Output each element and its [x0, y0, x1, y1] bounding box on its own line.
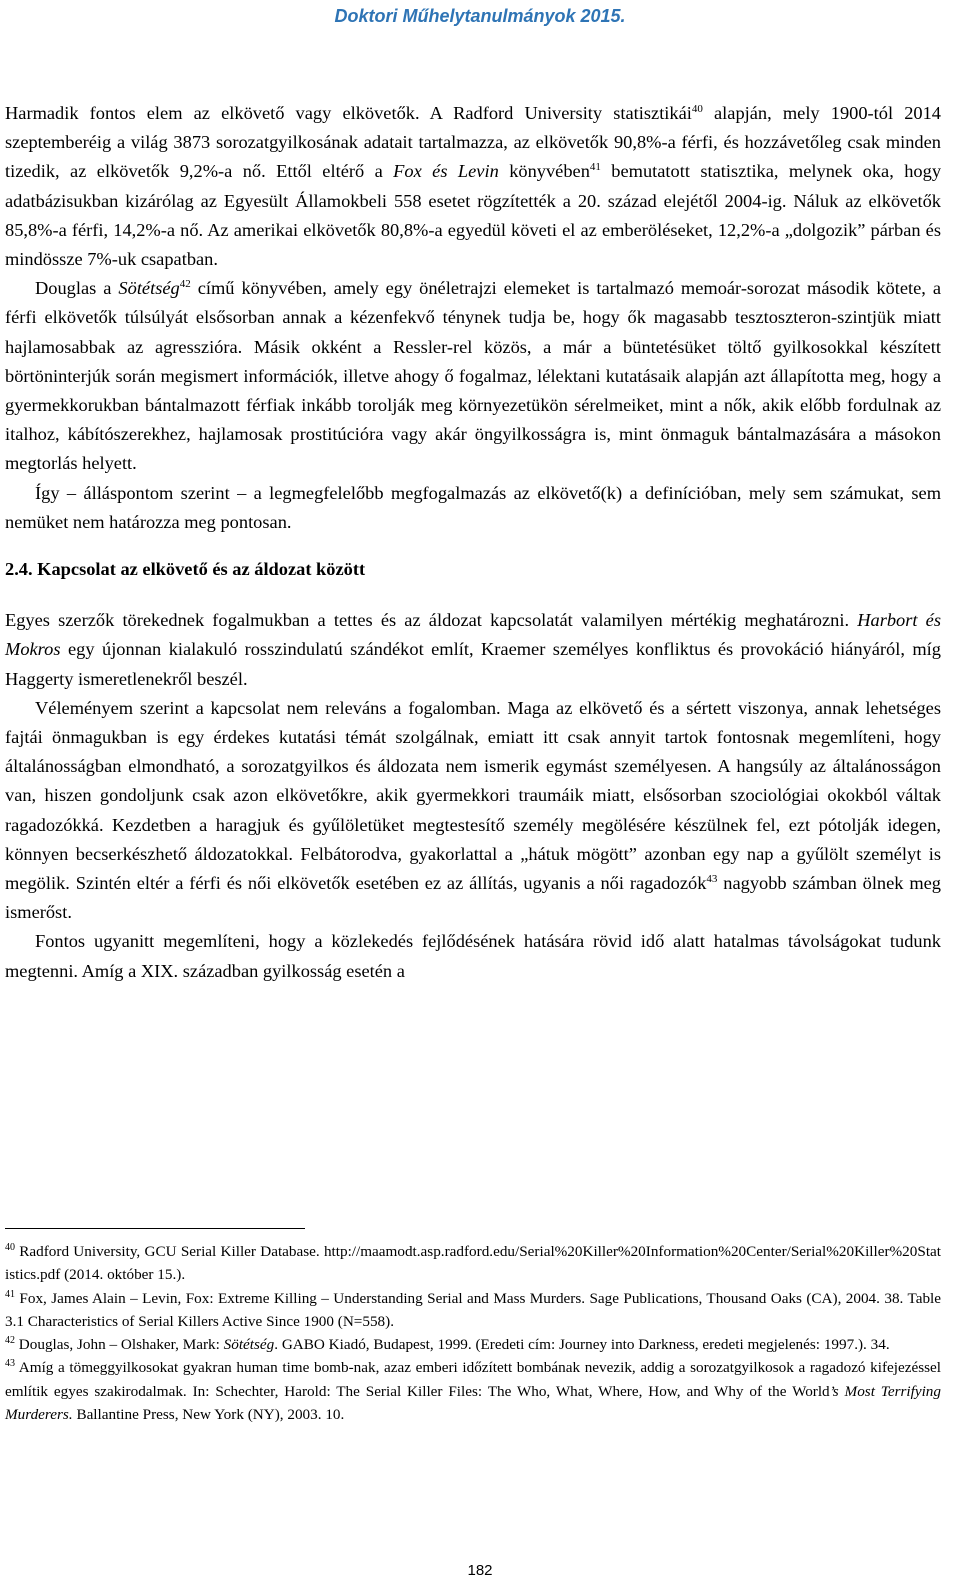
paragraph-opinion: Véleményem szerint a kapcsolat nem releváns a fogalomban. Maga az elkövető és a sértett viszonya, annak lehetséges fajtái önmagukban is egy érdekes kutatási témát szolgálnak, emiatt itt csak annyit tartok fontosnak megemlíteni, hogy általánosságban elmondható, a sorozatgyilkos és áldozata nem ismerik egymást személyesen. A hangsúly az általánosságon van, hiszen gondoljunk csak azon elkövetőkre, akik gyermekkori traumáik miatt, elsősorban szociológiai okokból váltak ragadozókká. Kezdetben a haragjuk és gyűlöletüket megtestesítő személy megölésére készülnek fel, ezt pótolják idegen, könnyen becserkészhető áldozatokkal. Felbátorodva, gyakorlattal a „hátuk mögött” azonban egy nap a gyűlölt személyt is megölik. Szintén eltér a férfi és női elkövetők esetében ez az állítás, ugyanis a női ragadozók$^{43}$ nagyobb számban ölnek meg ismerőst.: [5, 697, 941, 923]
footnote-42: $^{42}$ Douglas, John – Olshaker, Mark: Sötétség. GABO Kiadó, Budapest, 1999. (Eredeti cím: Journey into Darkness, eredeti megjelenés: 1997.). 34.: [5, 1335, 890, 1354]
footnote-41: $^{41}$ Fox, James Alain – Levin, Fox: Extreme Killing – Understanding Serial and Mass Murders. Sage Publications, Thousand Oaks (CA), 2004. 38. Table 3.1 Characteristics of Serial Killers Active Since 1900 (N=558).: [5, 1288, 941, 1330]
footnote-separator: [5, 1228, 305, 1229]
footnote-ref-43[interactable]: 43: [706, 873, 718, 886]
paragraph-douglas: Douglas a Sötétség$^{42}$ című könyvében, amely egy önéletrajzi elemeket is tartalmazó memoár-sorozat második kötete, a férfi elkövetők túlsúlyát elsősorban annak a kézenfekvő ténynek tudja be, hogy ők magasabb tesztoszteron-szintjük miatt hajlamosabbak az agresszióra. Másik okként a Ressler-rel közös, a már a büntetésüket töltő gyilkosokkal készített börtöninterjúk során megismert információk, illetve ahogy ő fogalmaz, lélektani kutatásaik alapján azt állapította meg, hogy a gyermekkorukban bántalmazott férfiak inkább torolják meg környezetükön sérelmeiket, mint a nők, akik előbb fordulnak az italhoz, kábítószerekhez, hajlamosak prostitúcióra vagy akár öngyilkosságra is, mint önmaguk bántalmazására a másokon megtorlás helyett.: [5, 278, 941, 474]
page-number: 182: [467, 1562, 493, 1579]
footnote-40: $^{40}$ Radford University, GCU Serial Killer Database. http://maamodt.asp.radford.edu/Serial%20Killer%20Information%20Center/Serial%20Killer%20Statistics.pdf (2014. október 15.).: [5, 1242, 941, 1284]
footnote-ref-41[interactable]: 41: [589, 161, 601, 174]
footnote-ref-40[interactable]: 40: [691, 103, 703, 115]
footnote-link[interactable]: http://maamodt.asp.radford.edu/Serial%20Killer%20Information%20Center/Serial%20Killer%20Statistics.pdf: [5, 1243, 941, 1284]
section-heading: 2.4. Kapcsolat az elkövető és az áldozat között: [5, 559, 366, 580]
running-header: Doktori Műhelytanulmányok 2015.: [334, 6, 626, 26]
paragraph-perpetrators: Harmadik fontos elem az elkövető vagy elkövetők. A Radford University statisztikái$^{40}$ alapján, mely 1900-tól 2014 szeptemberéig a világ 3873 sorozatgyilkosának adatait tartalmazza, az elkövetők 90,8%-a férfi, és hozzávetőleg csak minden tizedik, az elkövetők 9,2%-a nő. Ettől eltérő a Fox és Levin könyvében$^{41}$ bemutatott statisztika, melynek oka, hogy adatbázisukban kizárólag az Egyesült Államokbeli 558 esetet rögzítették a 20. század elejétől 2004-ig. Náluk az elkövetők 85,8%-a férfi, 14,2%-a nő. Az amerikai elkövetők 80,8%-a egyedül követi el az emberöléseket, 12,2%-a „dolgozik” párban és mindössze 7%-uk csapatban.: [5, 103, 942, 270]
footnote-ref-42[interactable]: 42: [179, 278, 191, 291]
footnotes: [5, 1240, 941, 1426]
paragraph-conclusion: Így – álláspontom szerint – a legmegfelelőbb megfogalmazás az elkövető(k) a definícióban, mely sem számukat, sem nemüket nem határozza meg pontosan.: [5, 482, 941, 532]
footnote-43: $^{43}$ Amíg a tömeggyilkosokat gyakran human time bomb-nak, azaz emberi időzített bombának nevezik, addig a sorozatgyilkosok a ragadozó kifejezéssel említik egyes szakirodalmak. In: Schechter, Harold: The Serial Killer Files: The Who, What, Where, How, and Why of the World’s Most Terrifying Murderers. Ballantine Press, New York (NY), 2003. 10.: [5, 1358, 941, 1424]
paragraph-relationship: Egyes szerzők törekednek fogalmukban a tettes és az áldozat kapcsolatát valamilyen mértékig meghatározni. Harbort és Mokros egy újonnan kialakuló rosszindulatú szándékot említ, Kraemer személyes konfliktus és provokáció hiányáról, míg Haggerty ismeretlenekről beszél.: [5, 610, 941, 689]
paragraph-transport: Fontos ugyanitt megemlíteni, hogy a közlekedés fejlődésének hatására rövid idő alatt hatalmas távolságokat tudunk megtenni. Amíg a XIX. században gyilkosság esetén a: [5, 931, 941, 981]
main-body: [5, 99, 941, 986]
